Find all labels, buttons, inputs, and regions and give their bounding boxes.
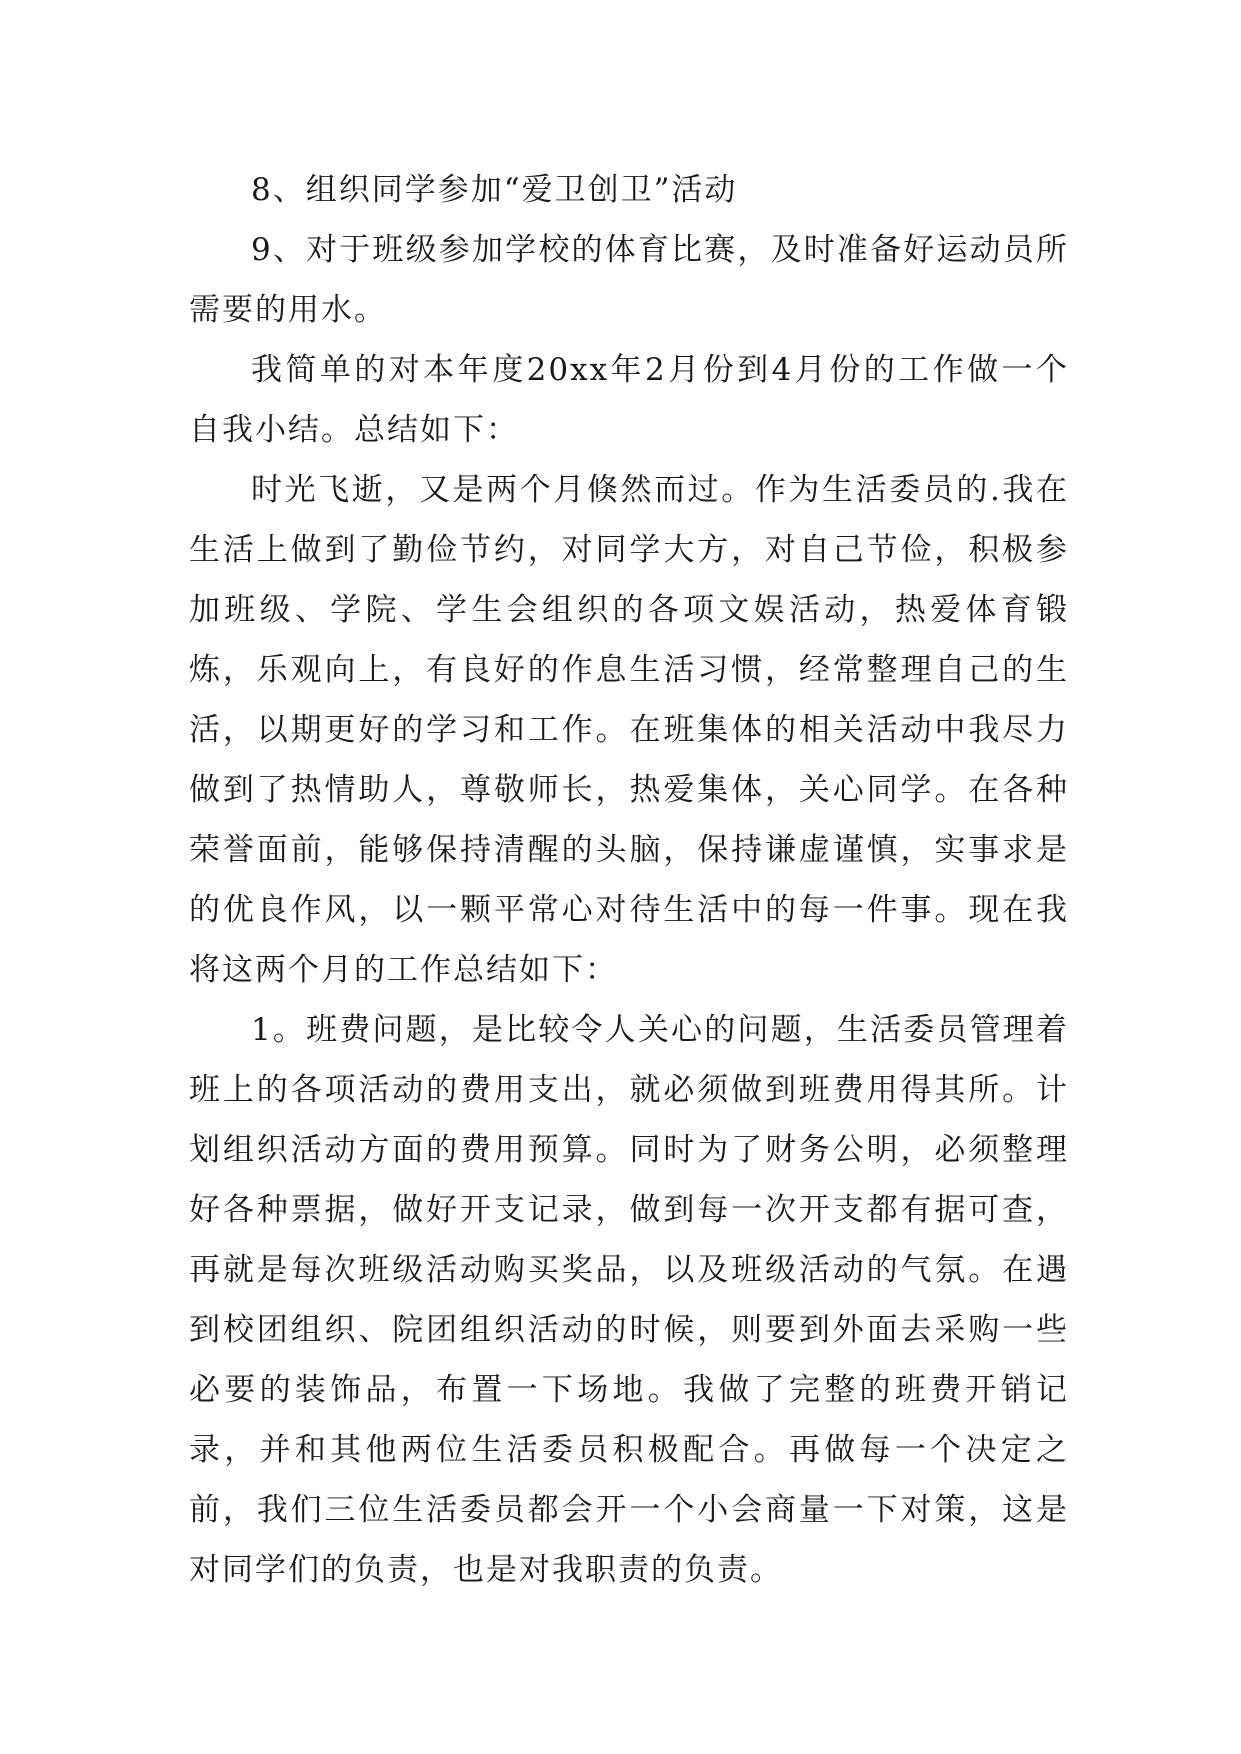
document-body [189,160,1069,1600]
paragraph-class-fee: 1。班费问题，是比较令人关心的问题，生活委员管理着班上的各项活动的费用支出，就必须做到班费用得其所。计划组织活动方面的费用预算。同时为了财务公明，必须整理好各种票据，做好开支记录，做到每一次开支都有据可查，再就是每次班级活动购买奖品，以及班级活动的气氛。在遇到校团组织、院团组织活动的时候，则要到外面去采购一些必要的装饰品，布置一下场地。我做了完整的班费开销记录，并和其他两位生活委员积极配合。再做每一个决定之前，我们三位生活委员都会开一个小会商量一下对策，这是对同学们的负责，也是对我职责的负责。 [189,1012,1069,1588]
paragraph-summary-intro: 我简单的对本年度20xx年2月份到4月份的工作做一个自我小结。总结如下： [189,352,1069,448]
paragraph-item-9: 9、对于班级参加学校的体育比赛，及时准备好运动员所需要的用水。 [189,232,1069,328]
paragraph-self-review: 时光飞逝，又是两个月倏然而过。作为生活委员的.我在生活上做到了勤俭节约，对同学大方，对自己节俭，积极参加班级、学院、学生会组织的各项文娱活动，热爱体育锻炼，乐观向上，有良好的作息生活习惯，经常整理自己的生活，以期更好的学习和工作。在班集体的相关活动中我尽力做到了热情助人，尊敬师长，热爱集体，关心同学。在各种荣誉面前，能够保持清醒的头脑，保持谦虚谨慎，实事求是的优良作风，以一颗平常心对待生活中的每一件事。现在我将这两个月的工作总结如下： [189,472,1069,988]
paragraph-item-8: 8、组织同学参加“爱卫创卫”活动 [251,172,738,208]
